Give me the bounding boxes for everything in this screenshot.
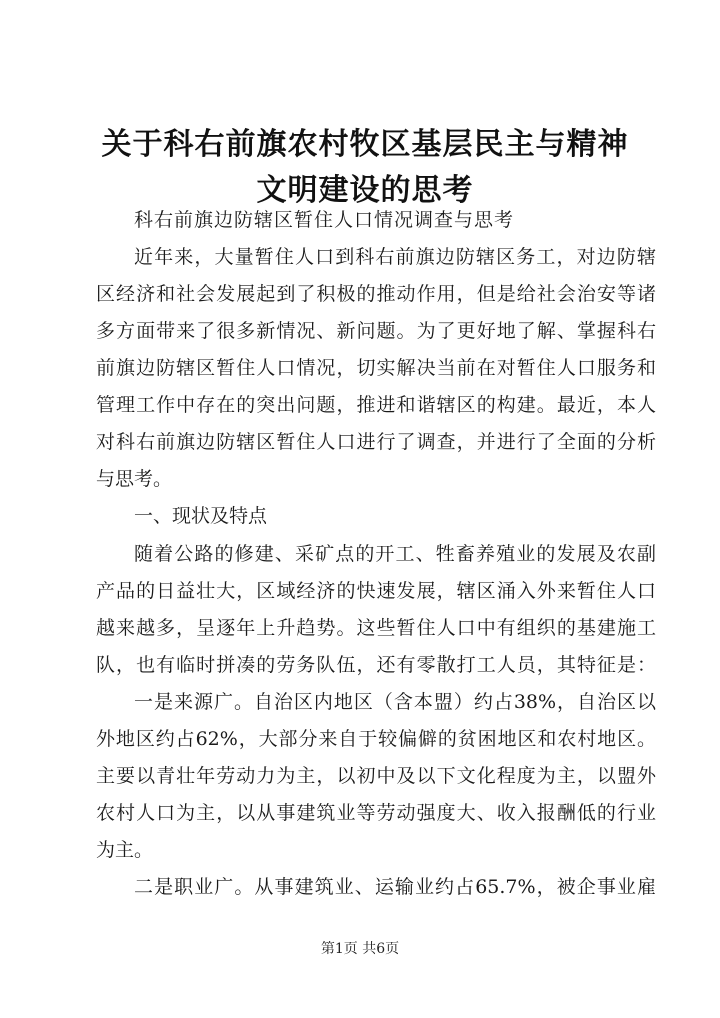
section-heading: 一、现状及特点 [134, 505, 268, 527]
paragraph-line: 外地区约占62%，大部分来自于较偏僻的贫困地区和农村地区。 [96, 728, 656, 750]
paragraph-line: 区经济和社会发展起到了积极的推动作用，但是给社会治安等诸 [96, 283, 656, 305]
paragraph-line: 与思考。 [96, 468, 173, 490]
paragraph-line: 二是职业广。从事建筑业、运输业约占65.7%，被企事业雇 [134, 876, 656, 898]
paragraph-line: 随着公路的修建、采矿点的开工、牲畜养殖业的发展及农副 [134, 543, 656, 565]
paragraph-line: 管理工作中存在的突出问题，推进和谐辖区的构建。最近，本人 [96, 394, 656, 416]
document-subtitle: 科右前旗边防辖区暂住人口情况调查与思考 [134, 209, 515, 231]
paragraph-line: 主要以青壮年劳动力为主，以初中及以下文化程度为主，以盟外 [96, 765, 656, 787]
paragraph-line: 为主。 [96, 839, 154, 861]
paragraph-line: 近年来，大量暂住人口到科右前旗边防辖区务工，对边防辖 [134, 246, 656, 268]
paragraph-line: 产品的日益壮大，区域经济的快速发展，辖区涌入外来暂住人口 [96, 580, 656, 602]
paragraph-line: 农村人口为主，以从事建筑业等劳动强度大、收入报酬低的行业 [96, 802, 656, 824]
paragraph-line: 一是来源广。自治区内地区（含本盟）约占38%，自治区以 [134, 691, 656, 713]
paragraph-line: 多方面带来了很多新情况、新问题。为了更好地了解、掌握科右 [96, 320, 656, 342]
paragraph-line: 前旗边防辖区暂住人口情况，切实解决当前在对暂住人口服务和 [96, 357, 656, 379]
document-title: 关于科右前旗农村牧区基层民主与精神文明建设的思考 [101, 127, 629, 208]
page-number-footer: 第1页 共6页 [320, 941, 400, 957]
paragraph-line: 队，也有临时拼凑的劳务队伍，还有零散打工人员，其特征是： [96, 654, 656, 676]
paragraph-line: 对科右前旗边防辖区暂住人口进行了调查，并进行了全面的分析 [96, 431, 656, 453]
paragraph-line: 越来越多，呈逐年上升趋势。这些暂住人口中有组织的基建施工 [96, 617, 656, 639]
